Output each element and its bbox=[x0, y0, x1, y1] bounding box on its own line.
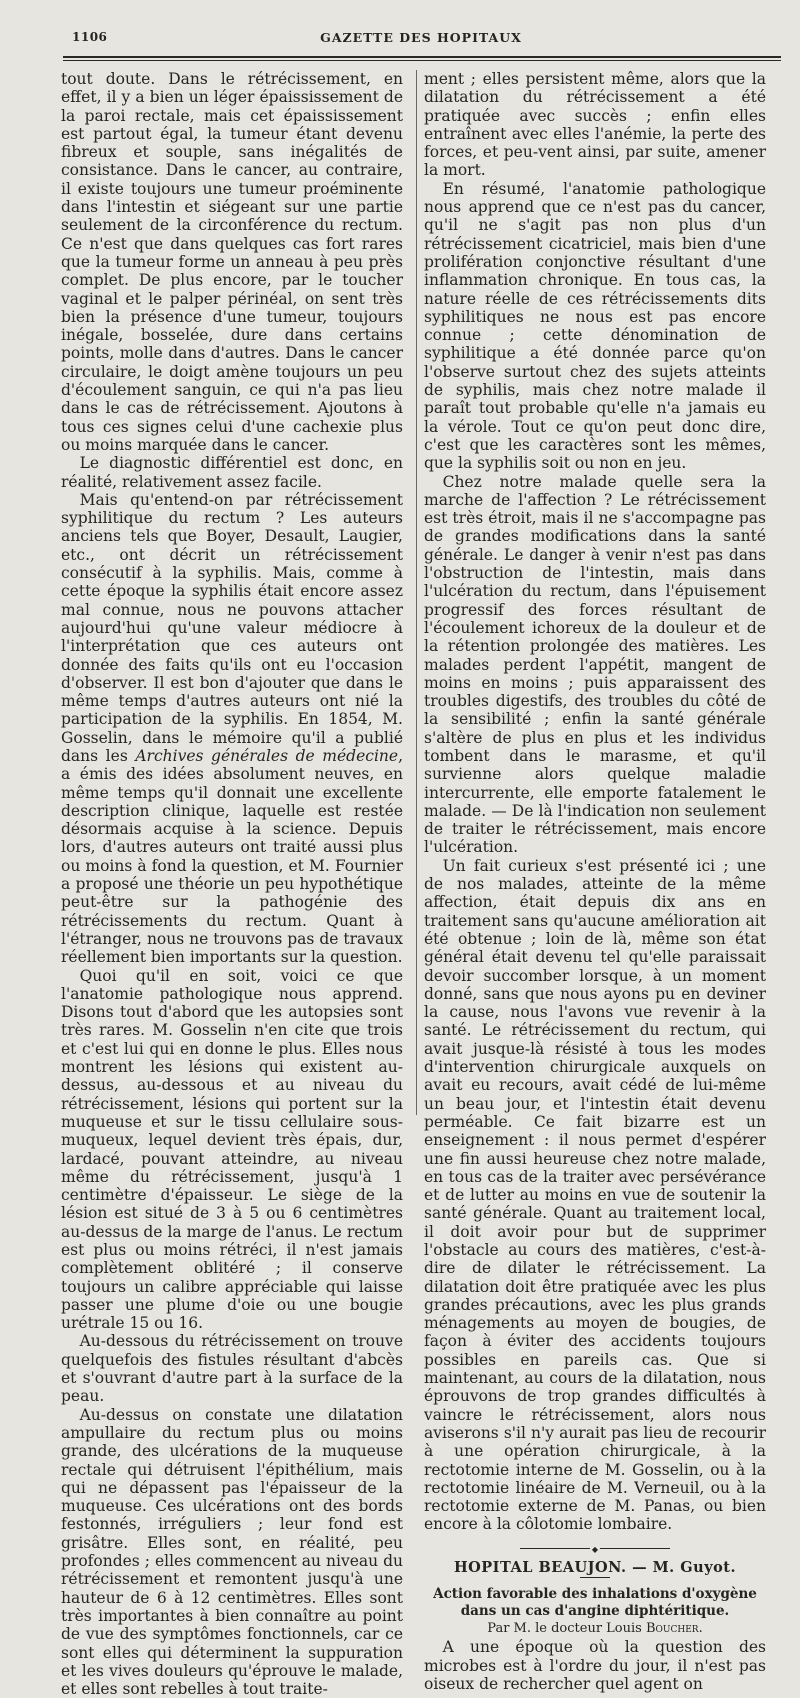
page-number: 1106 bbox=[72, 30, 108, 44]
journal-title: GAZETTE DES HOPITAUX bbox=[320, 30, 522, 45]
paragraph: A une époque où la question des microbes est à l'ordre du jour, il n'est pas oiseux de rechercher quel agent on bbox=[424, 1638, 766, 1693]
left-column bbox=[61, 70, 403, 1698]
heading-rule bbox=[580, 1577, 610, 1578]
right-column bbox=[424, 70, 766, 1693]
paragraph: Quoi qu'il en soit, voici ce que l'anatomie pathologique nous apprend. Disons tout d'abord que les autopsies sont très rares. M. Gosselin n'en cite que trois et c'est lui qui en donne le plus. Elles nous montrent les lésions qui existent au-dessus, au-dessous et au niveau du rétrécissement, lésions qui portent sur la muqueuse et sur le tissu cellulaire sous-muqueux, lequel devient très épais, dur, lardacé, pouvant atteindre, au niveau même du rétrécissement, jusqu'à 1 centimètre d'épaisseur. Le siège de la lésion est situé de 3 à 5 ou 6 centimètres au-dessus de la marge de l'anus. Le rectum est plus ou moins rétréci, il n'est jamais complètement oblitéré ; il conserve toujours un calibre appréciable qui laisse passer une plume d'oie ou une bougie urétrale 15 ou 16. bbox=[61, 966, 403, 1333]
paragraph: Au-dessous du rétrécissement on trouve quelquefois des fistules résultant d'abcès et s'ouvrant d'autre part à la surface de la peau. bbox=[61, 1332, 403, 1406]
paragraph: Au-dessus on constate une dilatation ampullaire du rectum plus ou moins grande, des ulcérations de la muqueuse rectale qui détruisent l'épithélium, mais qui ne dépassent pas l'épaisseur de la muqueuse. Ces ulcérations ont des bords festonnés, irréguliers ; leur fond est grisâtre. Elles sont, en réalité, peu profondes ; elles commencent au niveau du rétrécissement et remontent jusqu'à une hauteur de 6 à 12 centimètres. Elles sont très importantes à bien connaître au point de vue des symptômes fonctionnels, car ce sont elles qui déterminent la suppuration et les vives douleurs qu'éprouve le malade, et elles sont rebelles à tout traite- bbox=[61, 1405, 403, 1698]
paragraph: Chez notre malade quelle sera la marche de l'affection ? Le rétrécissement est très étroit, mais il ne s'accompagne pas de grandes modifications dans la santé générale. Le danger à venir n'est pas dans l'obstruction de l'intestin, mais dans l'ulcération du rectum, dans l'épuisement progressif des forces résultant de l'écoulement ichoreux de la douleur et de la rétention prolongée des matières. Les malades perdent l'appétit, mangent de moins en moins ; puis apparaissent des troubles digestifs, des troubles du côté de la sensibilité ; enfin la santé générale s'altère de plus en plus et les individus tombent dans le marasme, et qu'il survienne alors quelque maladie intercurrente, elle emporte fatalement le malade. — De là l'indication non seulement de traiter le rétrécissement, mais encore l'ulcération. bbox=[424, 472, 766, 857]
header-rule bbox=[63, 56, 781, 61]
paragraph: tout doute. Dans le rétrécissement, en effet, il y a bien un léger épaississement de la paroi rectale, mais cet épaississement est partout égal, la tumeur étant devenu fibreux et souple, sans inégalités de consistance. Dans le cancer, au contraire, il existe toujours une tumeur proéminente dans l'intestin et siégeant sur une partie seulement de la circonférence du rectum. Ce n'est que dans quelques cas fort rares que la tumeur forme un anneau à peu près complet. De plus encore, par le toucher vaginal et le palper périnéal, on sent très bien la présence d'une tumeur, toujours inégale, bosselée, dure dans certains points, molle dans d'autres. Dans le cancer circulaire, le doigt amène toujours un peu d'écoulement sanguin, ce qui n'a pas lieu dans le cas de rétrécissement. Ajoutons à tous ces signes celui d'une cachexie plus ou moins marquée dans le cancer. bbox=[61, 70, 403, 454]
paragraph: Mais qu'entend-on par rétrécissement syphilitique du rectum ? Les auteurs anciens tels que Boyer, Desault, Laugier, etc., ont décrit un rétrécissement consécutif à la syphilis. Mais, comme à cette époque la syphilis était encore assez mal connue, nous ne pouvons attacher aujourd'hui qu'une valeur médiocre à l'interprétation que ces auteurs ont donnée des faits qu'ils ont eu l'occasion d'observer. Il est bon d'ajouter que dans le même temps d'autres auteurs ont nié la participation de la syphilis. En 1854, M. Gosselin, dans le mémoire qu'il a publié dans les Archives générales de médecine, a émis des idées absolument neuves, en même temps qu'il donnait une excellente description clinique, laquelle est restée désormais acquise à la science. Depuis lors, d'autres auteurs ont traité aussi plus ou moins à fond la question, et M. Fournier a proposé une théorie un peu hypothétique peut-être sur la pathogénie des rétrécissements du rectum. Quant à l'étranger, nous ne trouvons pas de travaux réellement bien importants sur la question. bbox=[61, 490, 403, 967]
author-name: Boucher bbox=[645, 1621, 699, 1637]
page-header bbox=[60, 30, 782, 52]
column-divider bbox=[416, 70, 417, 1115]
hospital-heading: HOPITAL BEAUJON. — M. Guyot. bbox=[453, 1558, 737, 1576]
paragraph: ment ; elles persistent même, alors que la dilatation du rétrécissement a été pratiquée avec succès ; enfin elles entraînent avec elles l'anémie, la perte des forces, et peu-vent ainsi, par suite, amener la mort. bbox=[424, 70, 766, 180]
journal-reference: Archives générales de médecine bbox=[135, 746, 399, 765]
paragraph: En résumé, l'anatomie pathologique nous apprend que ce n'est pas du cancer, qu'il ne s'agit pas non plus d'un rétrécissement cicatriciel, mais bien d'une prolifération conjonctive résultant d'une inflammation chronique. En tous cas, la nature réelle de ces rétrécissements dits syphilitiques ne nous est pas encore connue ; cette dénomination de syphilitique a été donnée parce qu'on l'observe surtout chez des sujets atteints de syphilis, mais chez notre malade il paraît tout probable qu'elle n'a jamais eu la vérole. Tout ce qu'on peut donc dire, c'est que les caractères sont les mêmes, que la syphilis soit ou non en jeu. bbox=[424, 179, 766, 473]
section-divider bbox=[520, 1548, 670, 1549]
paragraph: Le diagnostic différentiel est donc, en réalité, relativement assez facile. bbox=[61, 454, 403, 491]
paragraph: Un fait curieux s'est présenté ici ; une de nos malades, atteinte de la même affection, était depuis dix ans en traitement sans qu'aucune amélioration ait été obtenue ; loin de là, même son état général était devenu tel qu'elle paraissait devoir succomber lorsque, à un moment donné, sans que nous ayons pu en deviner la cause, nous l'avons vue revenir à la santé. Le rétrécissement du rectum, qui avait jusque-là résisté à tous les modes d'intervention chirurgicale auxquels on avait eu recours, avait cédé de lui-même un beau jour, et l'intestin était devenu perméable. Ce fait bizarre est un enseignement : il nous permet d'espérer une fin aussi heureuse chez notre malade, en tous cas de la traiter avec persévérance et de lutter au moins en vue de soutenir la santé générale. Quant au traitement local, il doit avoir pour but de supprimer l'obstacle au cours des matières, c'est-à-dire de dilater le rétrécissement. La dilatation doit être pratiquée avec les plus grandes précautions, avec les plus grands ménagements au moyen de bougies, de façon à éviter des accidents toujours possibles en pareils cas. Que si maintenant, au cours de la dilatation, nous éprouvons de trop grandes difficultés à vaincre le rétrécissement, alors nous aviserons s'il n'y aurait pas lieu de recourir à une opération chirurgicale, à la rectotomie interne de M. Gosselin, ou à la rectotomie linéaire de M. Verneuil, ou à la rectotomie externe de M. Panas, ou bien encore à la côlotomie lombaire. bbox=[424, 856, 766, 1534]
article-title: Action favorable des inhalations d'oxygène dans un cas d'angine diphtéritique. bbox=[433, 1586, 757, 1620]
byline: Par M. le docteur Louis Boucher. bbox=[487, 1621, 703, 1637]
